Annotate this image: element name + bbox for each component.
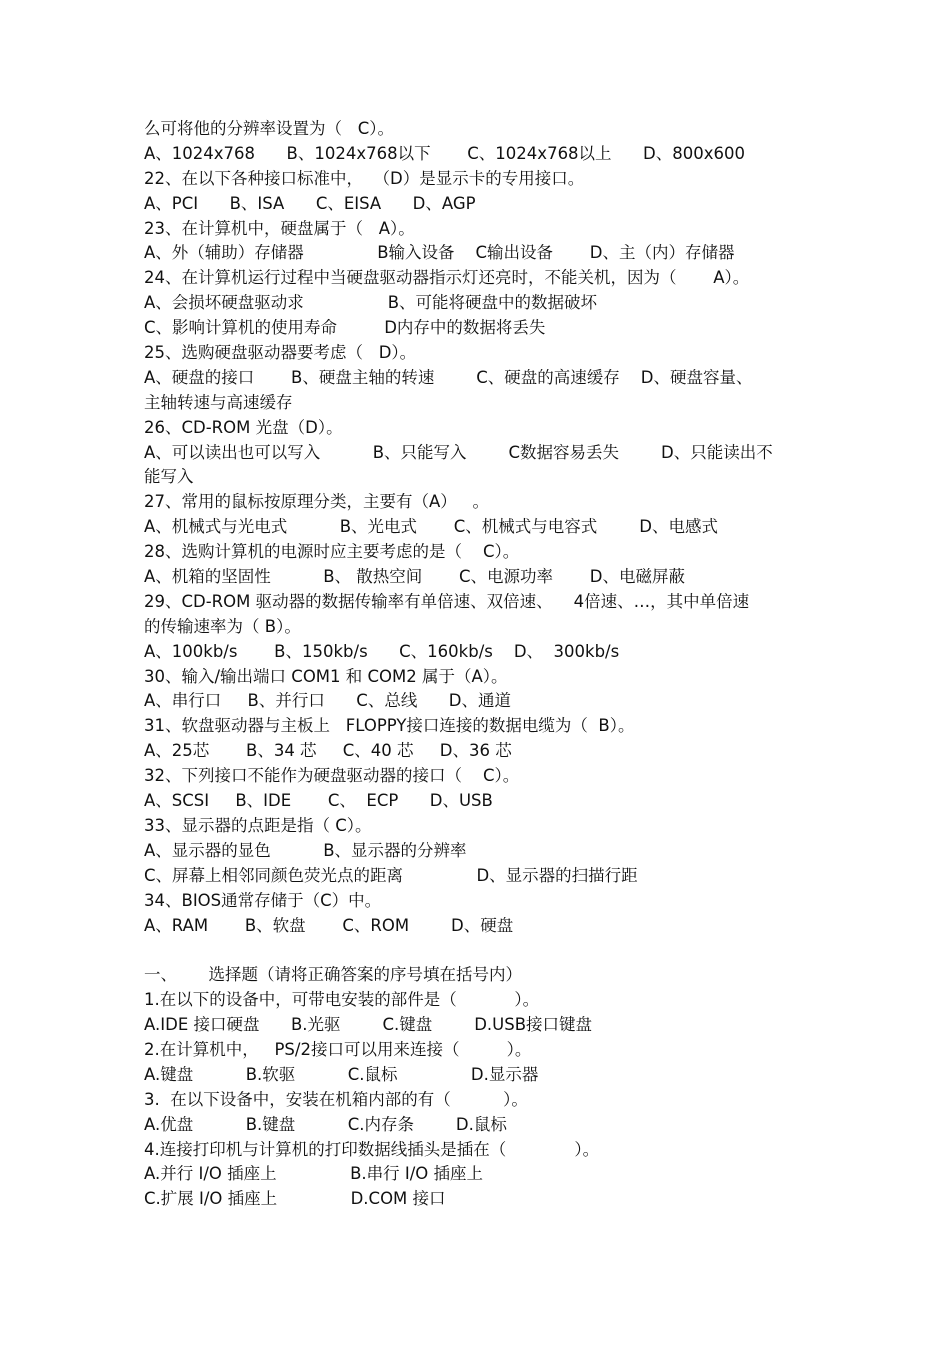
text-line: 32、下列接口不能作为硬盘驱动器的接口（ C）。 (144, 766, 520, 786)
text-line: 3. 在以下设备中，安装在机箱内部的有（ ）。 (144, 1089, 528, 1109)
section-heading: 一、 选择题（请将正确答案的序号填在括号内） (144, 965, 522, 985)
text-line: 主轴转速与高速缓存 (144, 392, 293, 412)
text-line: A、显示器的显色 B、显示器的分辨率 (144, 840, 467, 860)
text-line: A、1024x768 B、1024x768以下 C、1024x768以上 D、800x600 (144, 143, 745, 163)
text-line: 2.在计算机中， PS/2接口可以用来连接（ ）。 (144, 1039, 532, 1059)
text-line: C、屏幕上相邻同颜色荧光点的距离 D、显示器的扫描行距 (144, 865, 638, 885)
text-line: 1.在以下的设备中，可带电安装的部件是（ ）。 (144, 990, 540, 1010)
text-line: A、外（辅助）存储器 B输入设备 C输出设备 D、主（内）存储器 (144, 243, 735, 263)
text-line: 4.连接打印机与计算机的打印数据线插头是插在（ ）。 (144, 1139, 600, 1159)
text-line: 30、输入/输出端口 COM1 和 COM2 属于（A）。 (144, 666, 508, 686)
text-line: 29、CD-ROM 驱动器的数据传输率有单倍速、双倍速、 4倍速、…，其中单倍速 (144, 591, 750, 611)
document-body (144, 117, 814, 1212)
text-line: 22、在以下各种接口标准中， （D）是显示卡的专用接口。 (144, 168, 585, 188)
text-line: A.IDE 接口硬盘 B.光驱 C.键盘 D.USB接口键盘 (144, 1015, 593, 1035)
text-line: 28、选购计算机的电源时应主要考虑的是（ C）。 (144, 542, 520, 562)
text-line: A、会损坏硬盘驱动求 B、可能将硬盘中的数据破坏 (144, 293, 598, 313)
text-line: 能写入 (144, 467, 194, 487)
text-line: 么可将他的分辨率设置为（ C）。 (144, 119, 395, 138)
text-line: A、PCI B、ISA C、EISA D、AGP (144, 193, 476, 213)
text-line: 26、CD-ROM 光盘（D）。 (144, 417, 343, 437)
text-line: A、硬盘的接口 B、硬盘主轴的转速 C、硬盘的高速缓存 D、硬盘容量、 (144, 367, 753, 387)
text-line: A.并行 I/O 插座上 B.串行 I/O 插座上 (144, 1164, 484, 1184)
text-line: 31、软盘驱动器与主板上 FLOPPY接口连接的数据电缆为（ B）。 (144, 716, 635, 736)
text-line: 的传输速率为（ B）。 (144, 616, 301, 636)
text-line: A、25芯 B、34 芯 C、40 芯 D、36 芯 (144, 741, 512, 761)
text-line: 23、在计算机中，硬盘属于（ A）。 (144, 218, 415, 238)
text-line: C.扩展 I/O 插座上 D.COM 接口 (144, 1189, 446, 1209)
text-line: A.优盘 B.键盘 C.内存条 D.鼠标 (144, 1114, 507, 1134)
text-line: A、100kb/s B、150kb/s C、160kb/s D、 300kb/s (144, 641, 620, 661)
text-line: 33、显示器的点距是指（ C）。 (144, 815, 372, 835)
text-line: A、SCSI B、IDE C、 ECP D、USB (144, 791, 493, 811)
text-line: A、可以读出也可以写入 B、只能写入 C数据容易丢失 D、只能读出不 (144, 442, 773, 462)
text-line: 34、BIOS通常存储于（C）中。 (144, 890, 382, 910)
text-line: A.键盘 B.软驱 C.鼠标 D.显示器 (144, 1064, 539, 1084)
text-line: C、影响计算机的使用寿命 D内存中的数据将丢失 (144, 318, 546, 338)
text-line: 25、选购硬盘驱动器要考虑（ D）。 (144, 343, 417, 363)
text-line: 27、常用的鼠标按原理分类，主要有（A） 。 (144, 492, 490, 512)
text-line: 24、在计算机运行过程中当硬盘驱动器指示灯还亮时，不能关机，因为（ A）。 (144, 268, 750, 288)
text-line: A、机械式与光电式 B、光电式 C、机械式与电容式 D、电感式 (144, 517, 718, 537)
text-line: A、RAM B、软盘 C、ROM D、硬盘 (144, 915, 514, 935)
text-line: A、串行口 B、并行口 C、总线 D、通道 (144, 691, 511, 711)
text-line: A、机箱的坚固性 B、 散热空间 C、电源功率 D、电磁屏蔽 (144, 567, 685, 587)
blank-line (144, 938, 814, 963)
